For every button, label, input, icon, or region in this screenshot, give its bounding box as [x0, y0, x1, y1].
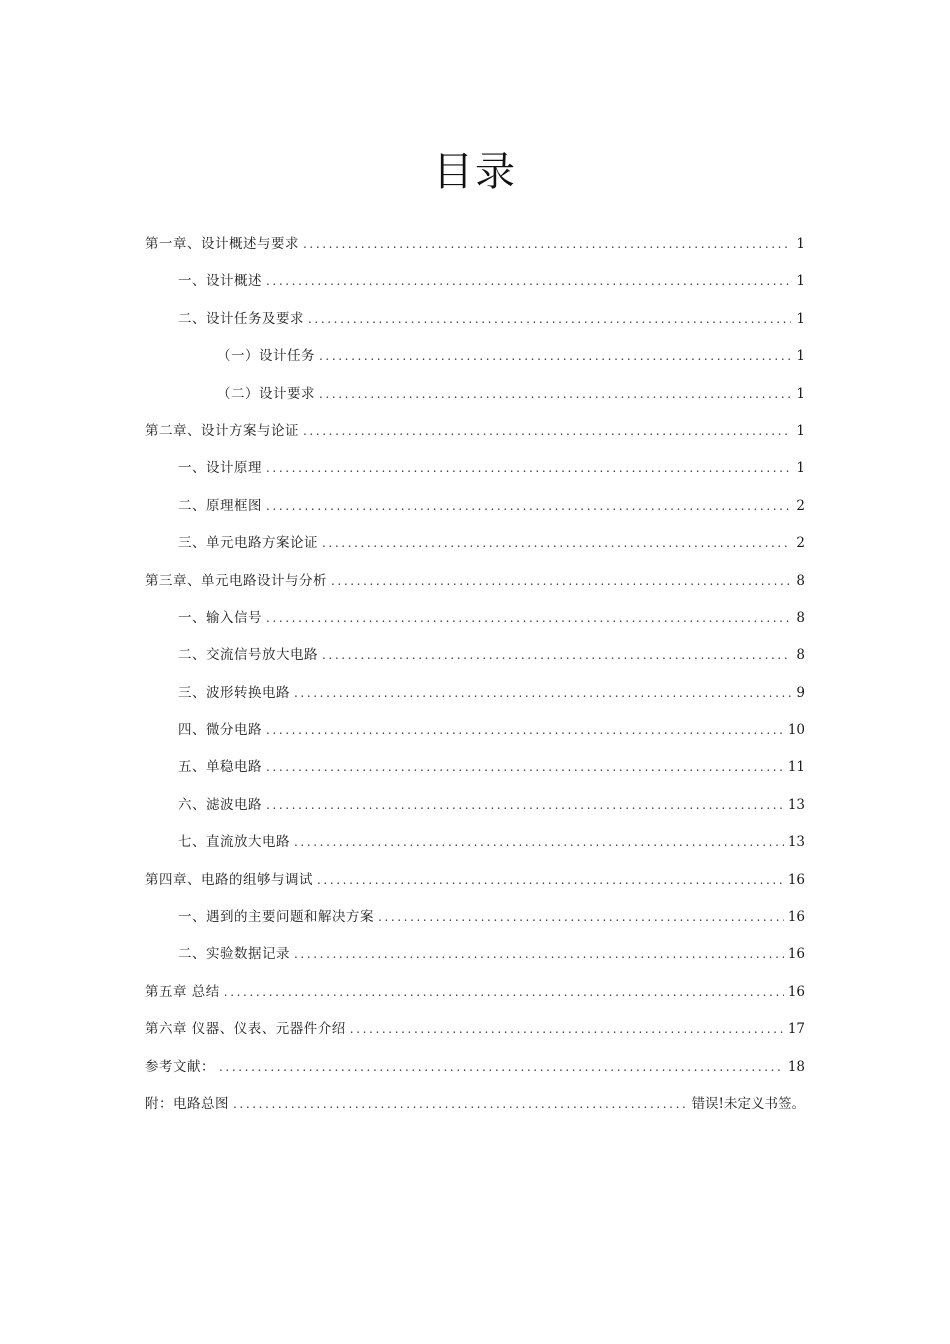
table-of-contents [145, 232, 805, 1129]
toc-leader-dots [266, 499, 791, 513]
toc-entry[interactable] [145, 718, 805, 755]
toc-entry-label: 附：电路总图 [145, 1095, 229, 1112]
toc-entry[interactable] [145, 942, 805, 979]
toc-entry-label: 第三章、单元电路设计与分析 [145, 572, 327, 589]
toc-entry[interactable] [145, 980, 805, 1017]
toc-leader-dots [322, 536, 791, 550]
toc-leader-dots [219, 1060, 784, 1074]
toc-entry-page-number: 16 [787, 871, 805, 888]
toc-leader-dots [303, 424, 791, 438]
toc-leader-dots [308, 312, 791, 326]
toc-leader-dots [294, 686, 791, 700]
toc-leader-dots [266, 461, 791, 475]
toc-entry[interactable] [145, 755, 805, 792]
toc-entry[interactable] [145, 793, 805, 830]
toc-leader-dots [266, 611, 791, 625]
toc-entry-page-number: 2 [796, 535, 805, 552]
toc-entry[interactable] [145, 643, 805, 680]
toc-entry[interactable] [145, 531, 805, 568]
toc-leader-dots [319, 349, 791, 363]
toc-entry-label: 一、输入信号 [178, 609, 262, 626]
toc-entry-page-number: 8 [796, 609, 805, 626]
toc-entry-page-number: 2 [796, 497, 805, 514]
toc-entry[interactable] [145, 456, 805, 493]
toc-entry-label: 一、遇到的主要问题和解决方案 [178, 909, 374, 926]
toc-entry-label: 一、设计原理 [178, 460, 262, 477]
toc-entry[interactable] [145, 868, 805, 905]
toc-entry-page-number: 1 [796, 310, 805, 327]
toc-entry-page-number: 错误!未定义书签。 [691, 1095, 805, 1112]
toc-leader-dots [331, 574, 791, 588]
toc-entry-page-number: 16 [787, 946, 805, 963]
toc-leader-dots [233, 1097, 688, 1111]
toc-title: 目录 [433, 149, 517, 195]
toc-entry-label: 七、直流放大电路 [178, 834, 290, 851]
toc-entry[interactable] [145, 344, 805, 381]
toc-leader-dots [294, 835, 784, 849]
toc-entry[interactable] [145, 1092, 805, 1129]
toc-entry[interactable] [145, 569, 805, 606]
toc-entry-label: （二）设计要求 [217, 385, 315, 402]
toc-entry[interactable] [145, 606, 805, 643]
toc-entry-page-number: 1 [796, 348, 805, 365]
toc-leader-dots [322, 648, 791, 662]
toc-leader-dots [378, 910, 784, 924]
toc-entry[interactable] [145, 232, 805, 269]
toc-entry-label: 第二章、设计方案与论证 [145, 422, 299, 439]
toc-entry[interactable] [145, 905, 805, 942]
toc-leader-dots [266, 723, 784, 737]
toc-entry-label: 三、单元电路方案论证 [178, 535, 318, 552]
toc-entry-label: 三、波形转换电路 [178, 684, 290, 701]
toc-entry-label: 二、原理框图 [178, 497, 262, 514]
toc-leader-dots [317, 873, 784, 887]
toc-entry-page-number: 11 [787, 759, 805, 776]
toc-entry-page-number: 1 [796, 385, 805, 402]
toc-entry-label: 二、设计任务及要求 [178, 310, 304, 327]
toc-entry[interactable] [145, 1017, 805, 1054]
toc-entry-page-number: 16 [787, 909, 805, 926]
toc-entry-label: 参考文献： [145, 1058, 215, 1075]
toc-entry[interactable] [145, 382, 805, 419]
toc-entry[interactable] [145, 830, 805, 867]
toc-entry-page-number: 13 [787, 834, 805, 851]
toc-entry-page-number: 18 [787, 1058, 805, 1075]
toc-entry-label: 第一章、设计概述与要求 [145, 236, 299, 252]
toc-entry-page-number: 16 [787, 983, 805, 1000]
toc-leader-dots [350, 1022, 784, 1036]
toc-entry-label: 六、滤波电路 [178, 796, 262, 813]
toc-entry-page-number: 13 [787, 796, 805, 813]
toc-leader-dots [319, 387, 791, 401]
toc-entry-page-number: 1 [796, 236, 805, 252]
toc-entry-label: 一、设计概述 [178, 273, 262, 290]
toc-leader-dots [266, 798, 784, 812]
toc-entry-label: （一）设计任务 [217, 348, 315, 365]
toc-entry[interactable] [145, 269, 805, 306]
toc-entry-label: 二、交流信号放大电路 [178, 647, 318, 664]
toc-entry-label: 二、实验数据记录 [178, 946, 290, 963]
toc-entry-label: 第五章 总结 [145, 983, 220, 1000]
toc-entry-page-number: 1 [796, 422, 805, 439]
toc-entry-label: 第六章 仪器、仪表、元器件介绍 [145, 1021, 346, 1038]
toc-entry-label: 五、单稳电路 [178, 759, 262, 776]
toc-entry-label: 第四章、电路的组够与调试 [145, 871, 313, 888]
toc-entry-page-number: 1 [796, 273, 805, 290]
toc-entry-page-number: 1 [796, 460, 805, 477]
toc-entry[interactable] [145, 307, 805, 344]
toc-entry[interactable] [145, 419, 805, 456]
toc-leader-dots [266, 274, 791, 288]
toc-entry[interactable] [145, 1055, 805, 1092]
toc-entry[interactable] [145, 494, 805, 531]
toc-entry-label: 四、微分电路 [178, 722, 262, 739]
toc-entry-page-number: 17 [787, 1021, 805, 1038]
toc-leader-dots [224, 985, 784, 999]
toc-leader-dots [266, 760, 784, 774]
toc-entry-page-number: 10 [787, 722, 805, 739]
toc-leader-dots [303, 237, 791, 251]
toc-entry-page-number: 8 [796, 647, 805, 664]
toc-entry-page-number: 9 [796, 684, 805, 701]
toc-leader-dots [294, 947, 784, 961]
toc-entry[interactable] [145, 681, 805, 718]
toc-entry-page-number: 8 [796, 572, 805, 589]
